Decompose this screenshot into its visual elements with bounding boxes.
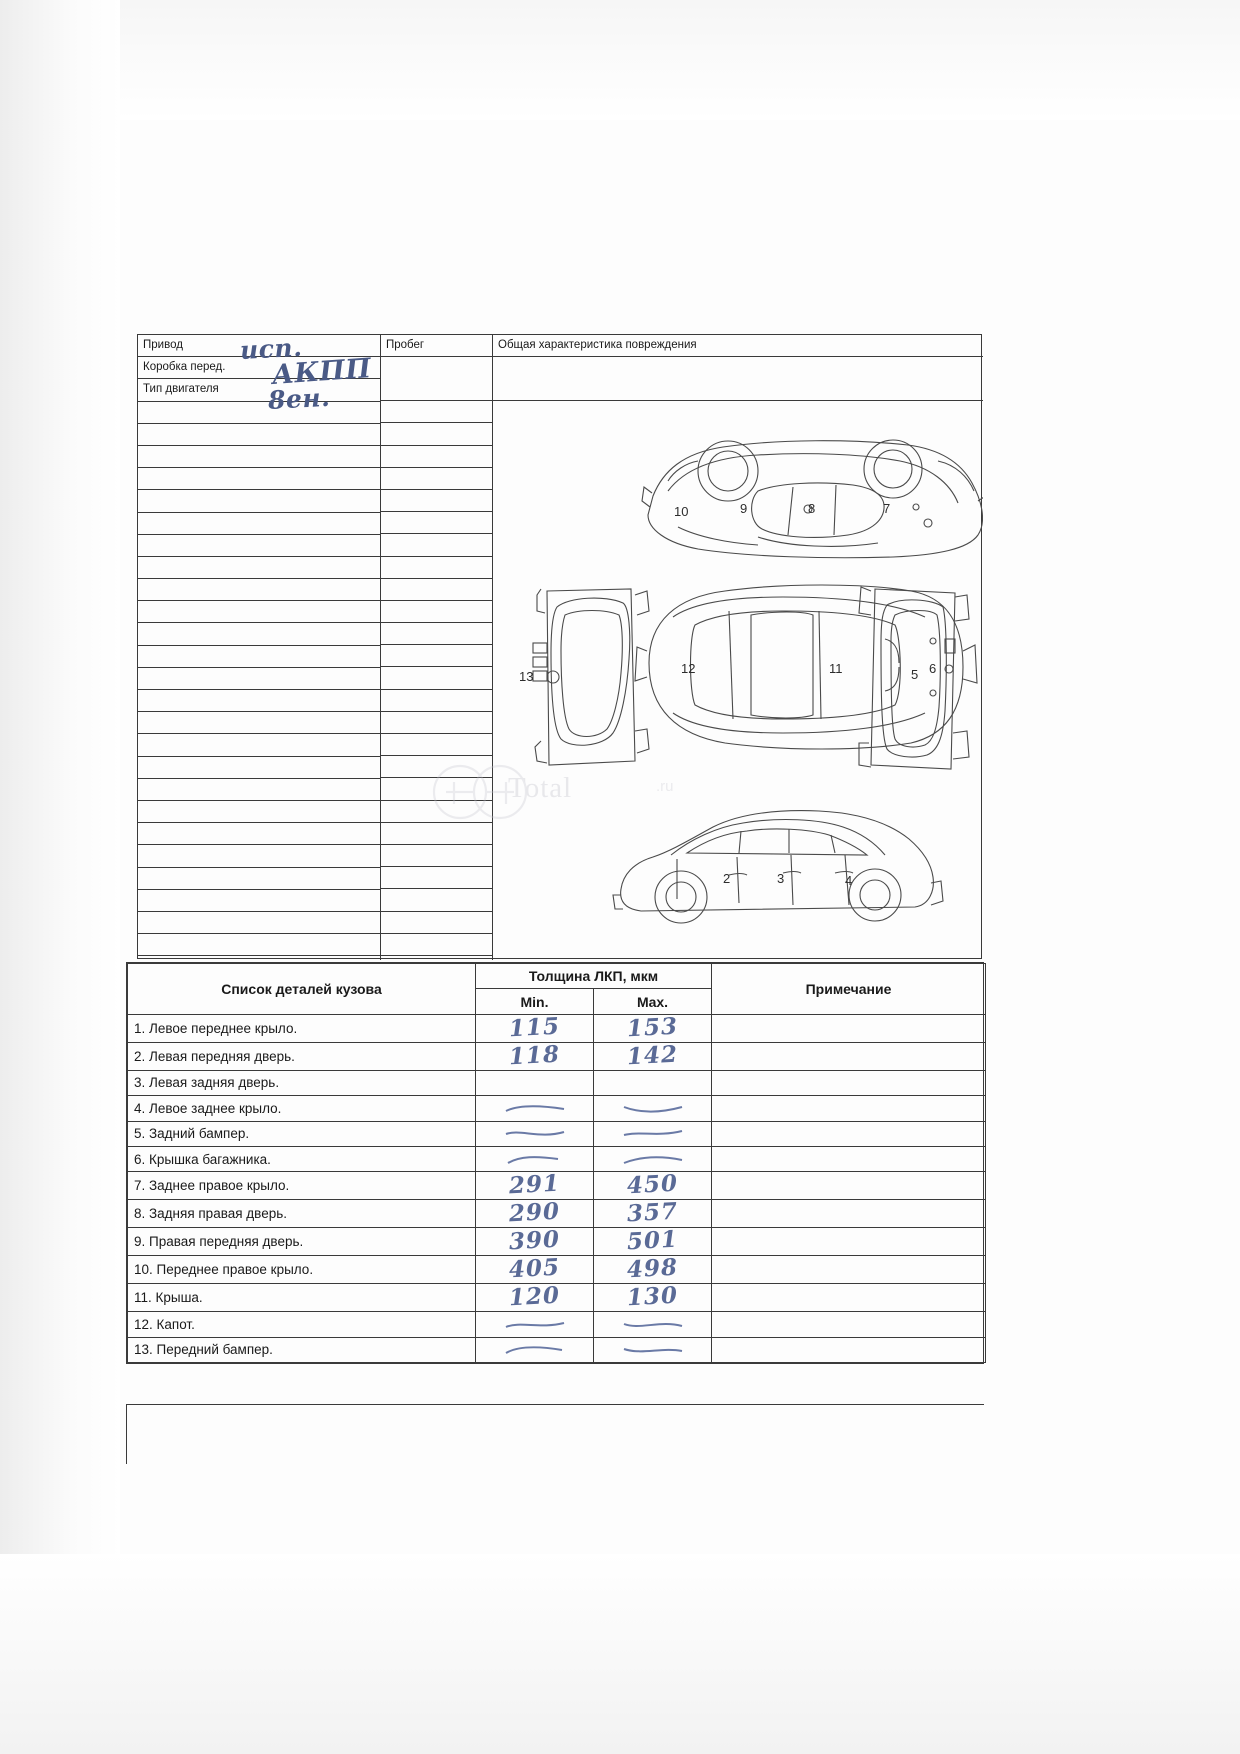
empty-row — [138, 801, 380, 823]
header-min: Min. — [476, 989, 594, 1014]
empty-row — [381, 778, 492, 800]
empty-row — [138, 690, 380, 712]
empty-row — [381, 645, 492, 667]
callout-8: 8 — [808, 501, 816, 517]
max-value[interactable]: 357 — [626, 1198, 679, 1228]
empty-row — [381, 557, 492, 579]
empty-row — [381, 512, 492, 534]
empty-row — [138, 712, 380, 734]
empty-row — [138, 757, 380, 779]
car-view-front — [519, 589, 649, 765]
table-row — [128, 1256, 986, 1284]
scribble-mark — [504, 1128, 566, 1140]
min-value[interactable]: 118 — [508, 1040, 561, 1071]
scribble-mark — [504, 1103, 566, 1115]
empty-row — [381, 490, 492, 512]
part-name: 2. Левая передняя дверь. — [128, 1042, 476, 1070]
table-row — [128, 1014, 986, 1042]
table-row — [128, 1200, 986, 1228]
part-name: 5. Задний бампер. — [128, 1121, 476, 1146]
handwriting-gearbox-value: АКПП — [270, 353, 373, 391]
field-label-mileage: Пробег — [381, 335, 493, 357]
watermark-text: Total — [508, 772, 573, 804]
callout-12: 12 — [681, 661, 696, 677]
table-row — [128, 1312, 986, 1337]
empty-row — [138, 779, 380, 801]
scribble-mark — [504, 1154, 566, 1166]
table-row — [128, 1096, 986, 1121]
callout-9: 9 — [740, 501, 748, 517]
note-cell[interactable] — [712, 1228, 986, 1256]
note-cell[interactable] — [712, 1172, 986, 1200]
empty-row — [138, 668, 380, 690]
scribble-mark — [504, 1319, 566, 1331]
max-value[interactable]: 153 — [626, 1012, 679, 1043]
part-name: 7. Заднее правое крыло. — [128, 1172, 476, 1200]
table-row — [128, 1121, 986, 1146]
empty-row — [138, 402, 380, 424]
table-row — [128, 1070, 986, 1095]
callout-10: 10 — [674, 504, 689, 520]
empty-row — [138, 912, 380, 934]
callout-4: 4 — [845, 873, 853, 889]
vehicle-info-left-column — [138, 332, 381, 960]
empty-row — [381, 534, 492, 556]
part-name: 9. Правая передняя дверь. — [128, 1228, 476, 1256]
empty-row — [381, 801, 492, 823]
empty-row — [381, 401, 492, 423]
callout-7: 7 — [883, 501, 891, 517]
empty-row — [138, 490, 380, 512]
part-name: 11. Крыша. — [128, 1284, 476, 1312]
max-value[interactable]: 142 — [626, 1040, 679, 1071]
field-label-engine-type: Тип двигателя — [138, 379, 380, 401]
empty-row — [381, 468, 492, 490]
empty-row — [138, 424, 380, 446]
empty-row — [138, 734, 380, 756]
car-damage-diagram — [493, 401, 983, 960]
empty-row — [381, 712, 492, 734]
empty-row — [381, 446, 492, 468]
empty-row — [138, 845, 380, 867]
table-row — [128, 1146, 986, 1171]
empty-row — [381, 734, 492, 756]
part-name: 13. Передний бампер. — [128, 1337, 476, 1362]
vehicle-info-block — [137, 334, 982, 959]
callout-3: 3 — [777, 871, 785, 887]
max-value[interactable]: 501 — [626, 1226, 679, 1256]
scribble-mark — [622, 1319, 684, 1331]
part-name: 3. Левая задняя дверь. — [128, 1070, 476, 1095]
empty-row — [138, 646, 380, 668]
part-name: 1. Левое переднее крыло. — [128, 1014, 476, 1042]
max-value[interactable]: 450 — [626, 1170, 679, 1200]
callout-5: 5 — [911, 667, 919, 683]
note-cell[interactable] — [712, 1014, 986, 1042]
callout-13: 13 — [519, 669, 534, 685]
empty-row — [381, 690, 492, 712]
empty-row — [138, 823, 380, 845]
part-name: 8. Задняя правая дверь. — [128, 1200, 476, 1228]
table-row — [128, 1172, 986, 1200]
empty-row — [138, 579, 380, 601]
empty-row — [381, 579, 492, 601]
body-parts-thickness-table — [126, 962, 984, 1364]
scan-shading-bottom — [0, 1554, 1240, 1754]
scribble-mark — [504, 1344, 566, 1356]
field-label-gearbox: Коробка перед. — [138, 357, 380, 379]
scan-shading-top — [0, 0, 1240, 120]
min-value[interactable]: 290 — [508, 1198, 561, 1228]
note-cell[interactable] — [712, 1121, 986, 1146]
table-header-row-1 — [128, 964, 986, 989]
callout-6: 6 — [929, 661, 937, 677]
callout-2: 2 — [723, 871, 731, 887]
car-view-side-left — [613, 811, 943, 923]
handwriting-engine-value: 8ен. — [267, 382, 331, 415]
note-cell[interactable] — [712, 1312, 986, 1337]
note-cell[interactable] — [712, 1070, 986, 1095]
note-cell[interactable] — [712, 1200, 986, 1228]
min-value[interactable]: 120 — [508, 1282, 561, 1312]
empty-row — [138, 513, 380, 535]
empty-row — [138, 535, 380, 557]
table-row — [128, 1228, 986, 1256]
note-cell[interactable] — [712, 1146, 986, 1171]
scribble-mark — [622, 1128, 684, 1140]
empty-row — [381, 667, 492, 689]
empty-row — [138, 623, 380, 645]
empty-row — [138, 868, 380, 890]
empty-row — [381, 845, 492, 867]
note-cell[interactable] — [712, 1337, 986, 1362]
note-cell[interactable] — [712, 1256, 986, 1284]
part-name: 10. Переднее правое крыло. — [128, 1256, 476, 1284]
empty-row — [381, 889, 492, 911]
note-cell[interactable] — [712, 1042, 986, 1070]
part-name: 4. Левое заднее крыло. — [128, 1096, 476, 1121]
scan-shading-left — [0, 0, 120, 1754]
empty-row — [138, 557, 380, 579]
max-value[interactable]: 130 — [626, 1282, 679, 1312]
note-cell[interactable] — [712, 1284, 986, 1312]
empty-row — [138, 890, 380, 912]
header-parts-list: Список деталей кузова — [128, 964, 476, 1015]
empty-row — [381, 623, 492, 645]
handwriting-drive-value: исп. — [239, 332, 303, 365]
empty-row — [381, 423, 492, 445]
empty-row — [381, 601, 492, 623]
scribble-mark — [622, 1344, 684, 1356]
empty-row — [138, 468, 380, 490]
car-view-roof-plan — [635, 585, 977, 749]
callout-11: 11 — [829, 661, 843, 677]
field-value-damage-description[interactable] — [493, 357, 983, 401]
empty-row — [381, 756, 492, 778]
scribble-mark — [622, 1103, 684, 1115]
bottom-section-frame — [126, 1404, 984, 1464]
empty-row — [381, 934, 492, 956]
table-row — [128, 1284, 986, 1312]
header-max: Max. — [594, 989, 712, 1014]
empty-row — [381, 823, 492, 845]
max-value[interactable]: 498 — [626, 1254, 679, 1284]
header-note: Примечание — [712, 964, 986, 1015]
note-cell[interactable] — [712, 1096, 986, 1121]
car-view-underside — [642, 440, 983, 558]
min-value[interactable]: 291 — [508, 1170, 561, 1200]
car-diagram-svg — [493, 401, 983, 960]
field-label-drive: Привод — [138, 335, 380, 357]
watermark-suffix: .ru — [656, 778, 674, 795]
min-value[interactable]: 115 — [508, 1012, 561, 1043]
field-value-mileage[interactable] — [381, 357, 493, 401]
min-value[interactable]: 390 — [508, 1226, 561, 1256]
empty-row — [381, 912, 492, 934]
part-name: 12. Капот. — [128, 1312, 476, 1337]
header-paint-thickness: Толщина ЛКП, мкм — [476, 964, 712, 989]
field-label-damage-description: Общая характеристика повреждения — [493, 335, 983, 357]
table-row — [128, 1042, 986, 1070]
table-row — [128, 1337, 986, 1362]
empty-row — [138, 446, 380, 468]
empty-row — [381, 867, 492, 889]
vehicle-info-middle-column — [381, 335, 493, 960]
min-value[interactable]: 405 — [508, 1254, 561, 1284]
scribble-mark — [622, 1154, 684, 1166]
part-name: 6. Крышка багажника. — [128, 1146, 476, 1171]
empty-row — [138, 934, 380, 956]
empty-row — [138, 601, 380, 623]
